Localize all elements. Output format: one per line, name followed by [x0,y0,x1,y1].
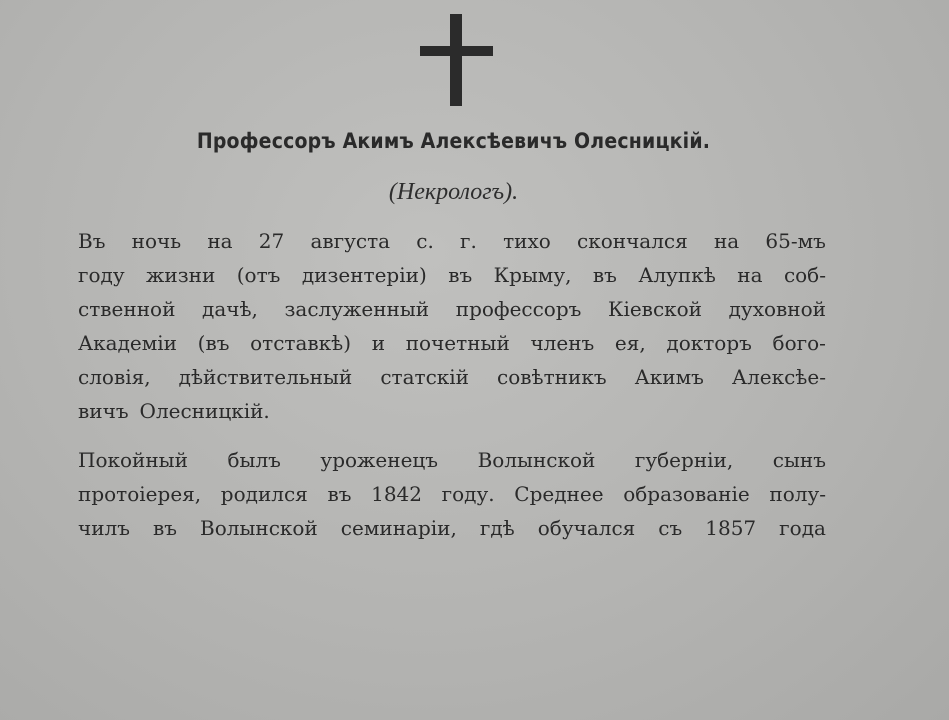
word: докторъ [666,331,752,355]
word: 27 [258,229,285,253]
word: дачѣ, [202,297,258,321]
text-line [78,477,826,511]
word: почетный [405,331,510,355]
text-line [78,394,826,428]
word: года [779,516,826,540]
text-line [78,511,826,545]
word: членъ [530,331,595,355]
word: жизни [146,263,216,287]
word: 1857 [705,516,757,540]
paragraph-1 [78,224,826,428]
cross-horizontal-bar [420,46,493,56]
word: (въ [197,331,230,355]
text-line [78,292,826,326]
word: духовной [728,297,826,321]
word: на [207,229,233,253]
word: Академіи [78,331,178,355]
paragraph-2 [78,443,826,545]
word: с. [416,229,434,253]
word: въ [448,263,473,287]
word: Волынской [200,516,318,540]
word: въ [153,516,177,540]
word: дѣйствительный [178,365,353,389]
cross-vertical-bar [450,14,462,106]
word: отставкѣ) [250,331,352,355]
word: бого- [772,331,826,355]
word: сынъ [772,448,826,472]
word: дизентеріи) [301,263,427,287]
text-line [78,326,826,360]
word: на [713,229,740,253]
word: чилъ [78,516,130,540]
word: былъ [227,448,281,472]
word: протоіерея, [78,482,202,506]
word: совѣтникъ [497,365,607,389]
word: семинаріи, [340,516,457,540]
word: въ [592,263,617,287]
word: на [737,263,763,287]
word: родился [220,482,308,506]
word: профессоръ [455,297,582,321]
word: уроженецъ [320,448,439,472]
word: 65-мъ [765,229,826,253]
word: полу- [769,482,826,506]
word: Алупкѣ [638,263,716,287]
word: Кіевской [607,297,703,321]
word: тихо [503,229,551,253]
text-line [78,224,826,258]
word: Акимъ [634,365,704,389]
word: вичъ [78,399,129,423]
word: Волынской [477,448,596,472]
word: году. [441,482,495,506]
word: гдѣ [479,516,515,540]
word: Крыму, [493,263,572,287]
word: ночь [131,229,182,253]
word: Олесницкій. [139,399,270,423]
text-line [78,258,826,292]
word: (отъ [236,263,281,287]
word: году [78,263,125,287]
word: съ [658,516,683,540]
text-line [78,443,826,477]
word: августа [310,229,391,253]
word: образованіе [623,482,750,506]
word: соб- [783,263,826,287]
word: Среднее [514,482,604,506]
word: и [371,331,386,355]
word: въ [327,482,352,506]
word: ственной [78,297,176,321]
word: г. [460,229,477,253]
word: ея, [614,331,646,355]
word: скончался [577,229,688,253]
obituary-subtitle: (Некрологъ). [388,179,519,205]
word: словія, [78,365,151,389]
word: Алексѣе- [731,365,826,389]
cross-icon [420,14,494,108]
text-line [78,360,826,394]
word: обучался [537,516,636,540]
word: 1842 [371,482,422,506]
word: Въ [78,229,106,253]
word: заслуженный [284,297,430,321]
word: губерніи, [634,448,734,472]
word: Покойный [78,448,188,472]
word: статскій [380,365,469,389]
obituary-title: Профессоръ Акимъ Алексѣевичъ Олесницкій. [196,129,711,153]
